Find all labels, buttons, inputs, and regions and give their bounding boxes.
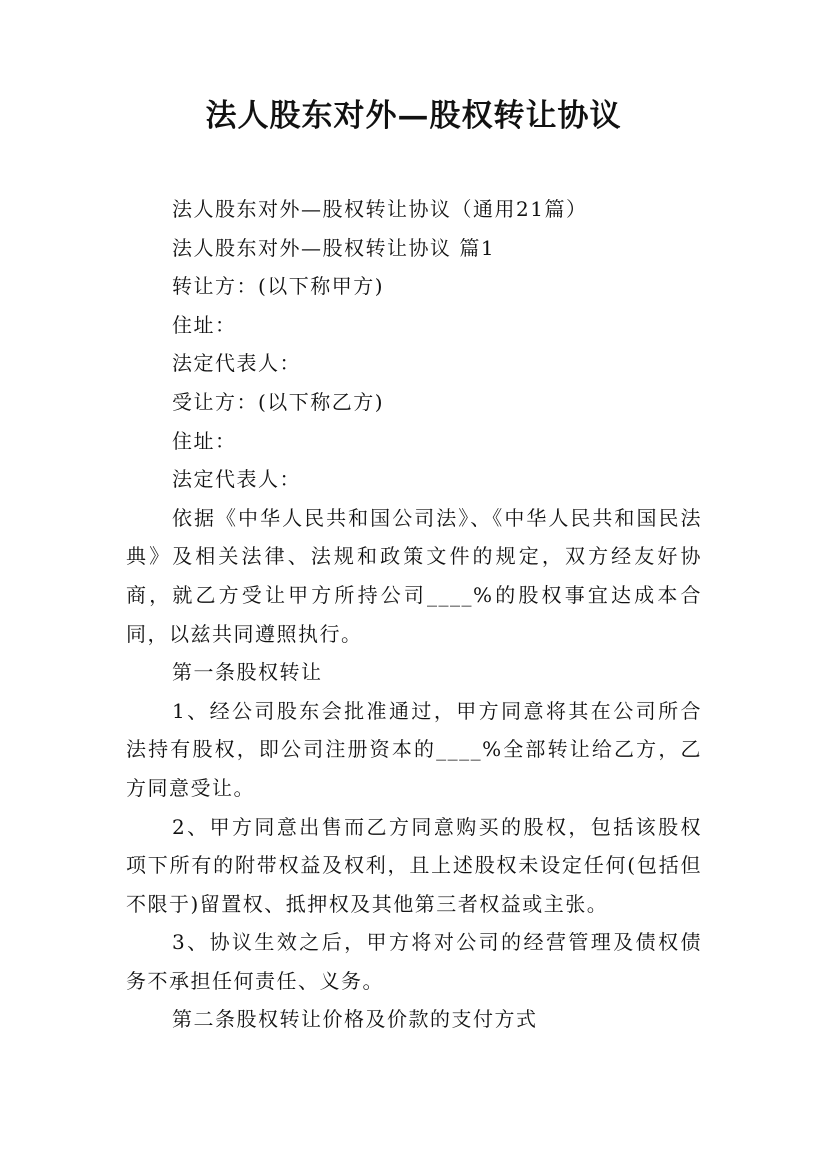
article-2-heading: 第二条股权转让价格及价款的支付方式: [172, 1007, 538, 1032]
subtitle: 法人股东对外—股权转让协议（通用21篇）: [172, 197, 588, 221]
transferor-representative: 法定代表人：: [172, 351, 301, 376]
document-title: 法人股东对外—股权转让协议: [205, 98, 622, 134]
article-1-clause-3: 3、协议生效之后，甲方将对公司的经营管理及债权债务不承担任何责任、义务。: [126, 930, 702, 993]
section-heading: 法人股东对外—股权转让协议 篇1: [172, 235, 496, 260]
transferee-line: 受让方：(以下称乙方): [172, 389, 385, 414]
transferor-address: 住址：: [172, 312, 237, 337]
preamble-paragraph: 依据《中华人民共和国公司法》、《中华人民共和国民法典》及相关法律、法规和政策文件的规定，双方经友好协商，就乙方受让甲方所持公司____%的股权事宜达成本合同，以兹共同遵照执行。: [126, 505, 702, 646]
transferor-line: 转让方：(以下称甲方): [172, 274, 385, 299]
document-body: [126, 190, 702, 1039]
article-1-clause-2: 2、甲方同意出售而乙方同意购买的股权，包括该股权项下所有的附带权益及权利，且上述股权未设定任何(包括但不限于)留置权、抵押权及其他第三者权益或主张。: [126, 814, 702, 916]
transferee-address: 住址：: [172, 428, 237, 453]
article-1-clause-1: 1、经公司股东会批准通过，甲方同意将其在公司所合法持有股权，即公司注册资本的____%全部转让给乙方，乙方同意受让。: [126, 698, 702, 800]
transferee-representative: 法定代表人：: [172, 467, 301, 492]
article-1-heading: 第一条股权转让: [172, 660, 323, 685]
